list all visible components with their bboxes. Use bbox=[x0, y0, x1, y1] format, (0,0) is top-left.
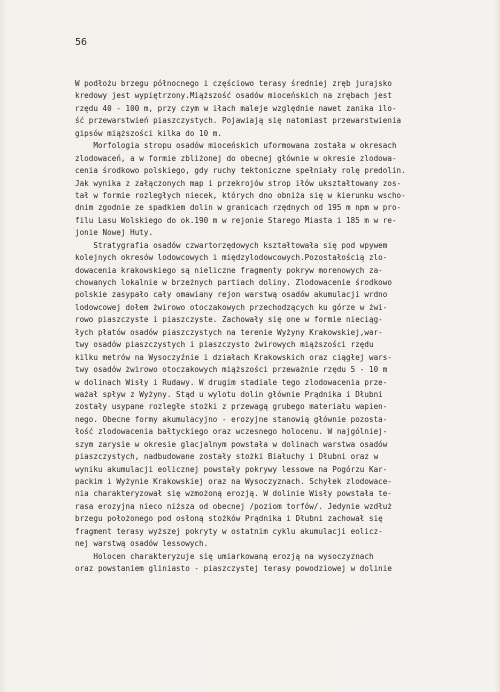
text-line: łych płatów osadów piaszczystych na terenie Wyżyny Krakowskiej,war- bbox=[75, 327, 383, 337]
text-line: łość zlodowacenia bałtyckiego oraz wczesnego holocenu. W najgólniej- bbox=[75, 427, 388, 437]
text-line: rowo piaszczyste i piaszczyste. Zachowały się one w formie nieciąg- bbox=[75, 315, 383, 325]
text-line: zlodowaceń, a w formie zbliżonej do obecnej głównie w okresie zlodowa- bbox=[75, 153, 397, 163]
text-line: dnim zgodnie ze spadkiem dolin w granicach rzędnych od 195 m npm w pro- bbox=[75, 203, 402, 213]
text-line: chowanych lokalnie w brzeżnych partiach doliny. Zlodowacenie środkowo bbox=[75, 278, 392, 287]
body-text bbox=[75, 78, 475, 576]
text-line: ważał spływ z Wyżyny. Stąd u wylotu dolin głównie Prądnika i Dłubni bbox=[75, 389, 383, 399]
text-line: piaszczystych, nadbudowane zostały stożki Białuchy i Dłubni oraz w bbox=[75, 452, 379, 462]
text-line: nego. Obecne formy akumulacyjno - erozyjne stanowią głównie pozosta- bbox=[75, 414, 388, 424]
text-line: wyniku akumulacji eolicznej powstały pokrywy lessowe na Pogórzu Kar- bbox=[75, 464, 388, 474]
text-line: szym zarysie w okresie glacjalnym powstała w dolinach warstwa osadów bbox=[75, 439, 388, 449]
text-line: polskie zasypało cały omawiany rejon warstwą osadów akumulacji wrdno bbox=[75, 290, 388, 300]
text-line: kredowy jest wypiętrzony.Miąższość osadów mioceńskich na zrębach jest bbox=[75, 91, 392, 101]
text-line: jonie Nowej Huty. bbox=[75, 228, 154, 238]
text-line: tał w formie rozległych niecek, których dno obniża się w kierunku wscho- bbox=[75, 190, 406, 200]
text-line: cenia środkowo polskiego, gdy ruchy tektoniczne spełniały rolę predolin. bbox=[75, 166, 406, 176]
page-number: 56 bbox=[75, 37, 88, 48]
text-line: twy osadów żwirowo otoczakowych miąższości przeważnie rzędu 5 - 10 m bbox=[75, 365, 388, 375]
text-line: lodowcowej dołem żwirowo otoczakowych przechodzących ku górze w żwi- bbox=[75, 302, 388, 312]
text-line: gipsów miąższości kilka do 10 m. bbox=[75, 128, 222, 138]
text-line: kilku metrów na Wysoczyźnie i działach Krakowskich oraz ciągłej wars- bbox=[75, 352, 392, 362]
text-line: rasa erozyjna nieco niższa od obecnej /poziom torfów/. Jedynie wzdłuż bbox=[75, 501, 392, 511]
text-line: Stratygrafia osadów czwartorzędowych kształtowała się pod wpywem bbox=[75, 240, 388, 250]
text-line: twy osadów piaszczystych i piaszczysto żwirowych miąższości rzędu bbox=[75, 340, 374, 350]
text-line: kolejnych okresów lodowcowych i międzylodowcowych.Pozostałością zlo- bbox=[75, 253, 388, 263]
text-line: W podłożu brzegu północnego i częściowo terasy średniej zręb jurajsko bbox=[75, 79, 392, 88]
text-line: ść przewarstwień piaszczystych. Pojawiają się natomiast przewarstwienia bbox=[75, 116, 402, 126]
text-line: fragment terasy wyższej pokryty w ostatnim cyklu akumulacji eolicz- bbox=[75, 526, 383, 536]
text-line: packim i Wyżynie Krakowskiej oraz na Wysoczyznach. Schyłek zlodowace- bbox=[75, 477, 392, 486]
text-line: Morfologia stropu osadów mioceńskich uformowana została w okresach bbox=[75, 141, 397, 151]
text-line: dowacenia krakowskiego są nieliczne fragmenty pokryw morenowych za- bbox=[75, 265, 383, 275]
text-line: Jak wynika z załączonych map i przekrojów strop iłów ukształtowany zos- bbox=[75, 178, 402, 188]
text-line: w dolinach Wisły i Rudawy. W drugim stadiale tego zlodowacenia prze- bbox=[75, 377, 388, 387]
text-line: nej warstwą osadów lessowych. bbox=[75, 539, 209, 549]
text-line: filu Lasu Wolskiego do ok.190 m w rejonie Starego Miasta i 185 m w re- bbox=[75, 215, 397, 225]
text-line: oraz powstaniem gliniasto - piaszczystej terasy powodziowej w dolinie bbox=[75, 564, 392, 574]
text-line: rzędu 40 - 100 m, przy czym w iłach maleje względnie nawet zanika ilo- bbox=[75, 103, 397, 113]
text-line: Holocen charakteryzuje się umiarkowaną erozją na wysoczyznach bbox=[75, 551, 374, 561]
text-line: brzegu położonego pod osłoną stożków Prądnika i Dłubni zachował się bbox=[75, 514, 383, 524]
text-line: zostały usypane rozległe stożki z przewagą grubego materiału wapien- bbox=[75, 402, 388, 412]
text-line: nia charakteryzował się wzmożoną erozją. W dolinie Wisły powstała te- bbox=[75, 489, 392, 499]
